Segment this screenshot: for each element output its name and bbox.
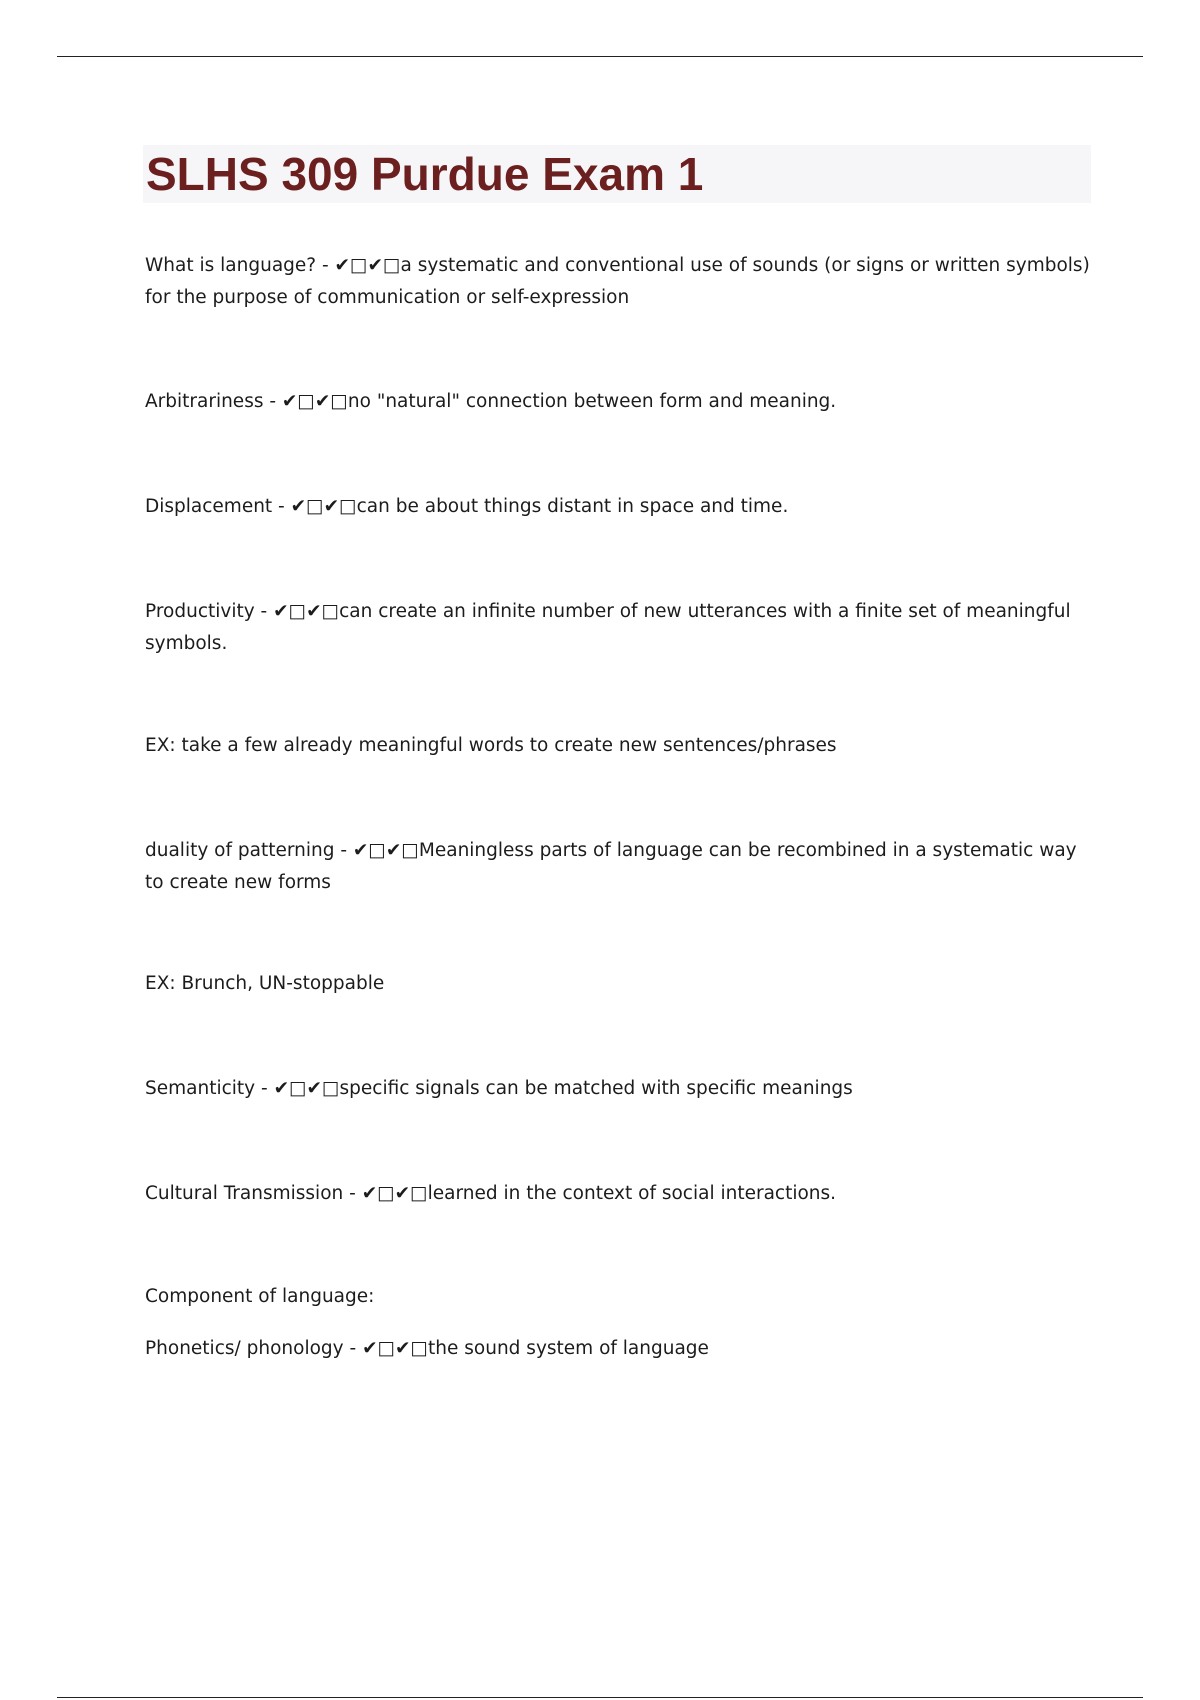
text: EX: Brunch, UN-stoppable: [145, 973, 385, 994]
top-rule: [57, 56, 1143, 57]
check-box-marker-icon: ✔□✔□: [361, 1183, 428, 1204]
entry-productivity: [145, 596, 1095, 660]
check-box-marker-icon: ✔□✔□: [290, 496, 357, 517]
definition: no "natural" connection between form and meaning.: [347, 391, 837, 412]
entry-cultural-transmission: [145, 1178, 1095, 1210]
entry-duality-example: [145, 968, 1095, 1000]
entry-displacement: [145, 491, 1095, 523]
term: Arbitrariness -: [145, 391, 277, 412]
entry-productivity-example: [145, 730, 1095, 762]
entry-arbitrariness: [145, 386, 1095, 418]
term: What is language? -: [145, 255, 329, 276]
definition: the sound system of language: [428, 1338, 709, 1359]
entry-semanticity: [145, 1073, 1095, 1105]
entry-phonetics-phonology: [145, 1333, 1095, 1365]
check-box-marker-icon: ✔□✔□: [273, 1078, 340, 1099]
term: Semanticity -: [145, 1078, 268, 1099]
entry-what-is-language: [145, 250, 1095, 314]
bottom-rule: [57, 1697, 1143, 1698]
term: Productivity -: [145, 601, 268, 622]
check-box-marker-icon: ✔□✔□: [352, 840, 419, 861]
document-title: SLHS 309 Purdue Exam 1: [146, 148, 704, 200]
entry-component-of-language: [145, 1281, 1095, 1313]
definition: specific signals can be matched with specific meanings: [339, 1078, 853, 1099]
term: duality of patterning -: [145, 840, 348, 861]
term: Displacement -: [145, 496, 285, 517]
definition: a systematic and conventional use of sounds (or signs or written symbols) for the purpose of communication or self-expression: [145, 255, 1090, 308]
check-box-marker-icon: ✔□✔□: [273, 601, 340, 622]
term: Phonetics/ phonology -: [145, 1338, 357, 1359]
check-box-marker-icon: ✔□✔□: [281, 391, 348, 412]
definition: Meaningless parts of language can be recombined in a systematic way to create new forms: [145, 840, 1077, 893]
definition: learned in the context of social interactions.: [427, 1183, 837, 1204]
text: Component of language:: [145, 1286, 375, 1307]
term: Cultural Transmission -: [145, 1183, 356, 1204]
check-box-marker-icon: ✔□✔□: [362, 1338, 429, 1359]
definition: can create an infinite number of new utterances with a finite set of meaningful symbols.: [145, 601, 1071, 654]
definition: can be about things distant in space and time.: [356, 496, 789, 517]
entry-duality-of-patterning: [145, 835, 1095, 899]
check-box-marker-icon: ✔□✔□: [334, 255, 401, 276]
text: EX: take a few already meaningful words to create new sentences/phrases: [145, 735, 837, 756]
